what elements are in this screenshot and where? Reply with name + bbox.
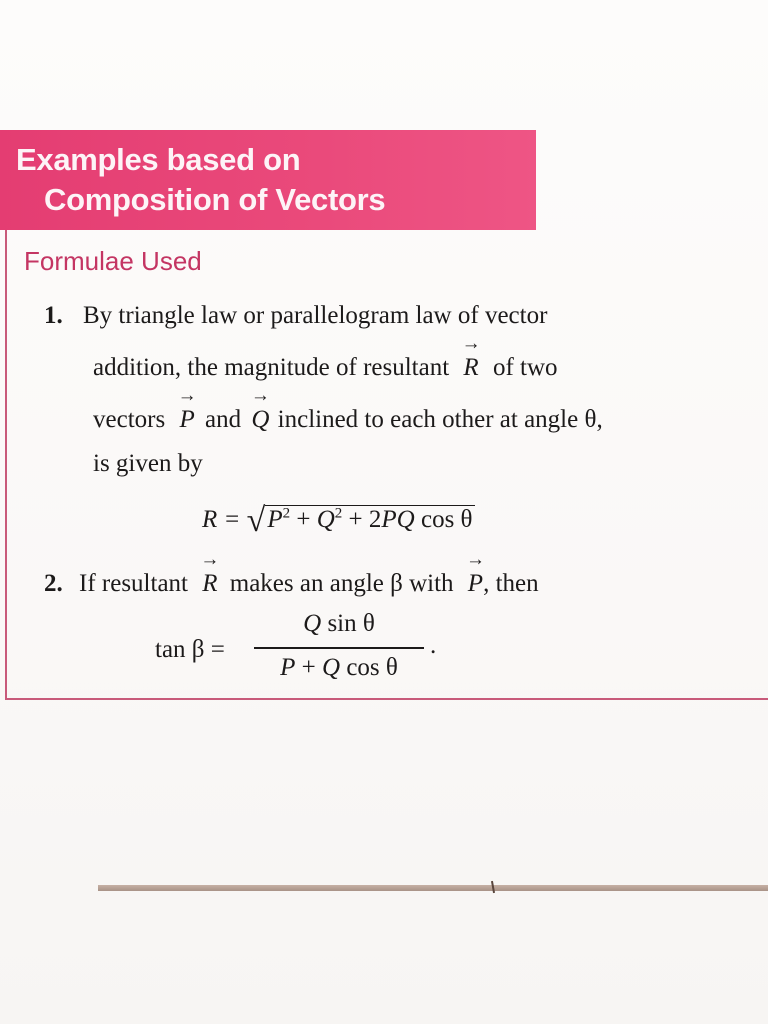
formula1-P-exp: 2 xyxy=(282,505,291,522)
vector-P: → P xyxy=(179,406,194,434)
formulae-used-heading: Formulae Used xyxy=(24,246,202,276)
item2-text-pre: If resultant xyxy=(79,570,188,597)
item1-number: 1. xyxy=(44,302,63,329)
vector-R-2: → R xyxy=(202,570,217,598)
item1-text-line2-pre: addition, the magnitude of resultant xyxy=(93,354,450,381)
vector-P-2: → P xyxy=(468,570,483,598)
frame-bottom-border xyxy=(5,698,768,700)
item2-line xyxy=(44,570,539,598)
fraction-bar xyxy=(254,647,424,649)
formula1-P: P xyxy=(267,506,283,533)
formula1-plus2: + 2 xyxy=(348,506,382,533)
item1-text-line2-post: of two xyxy=(492,354,558,381)
formula1-cos: cos θ xyxy=(420,506,473,533)
item2-number: 2. xyxy=(44,570,63,597)
formula1-PQ: PQ xyxy=(381,506,415,533)
fraction-numerator xyxy=(254,610,424,638)
resultant-magnitude-formula xyxy=(202,498,475,539)
formula2-den-plus: + xyxy=(301,654,316,681)
formula2-num-Q: Q xyxy=(303,610,322,637)
item1-line1 xyxy=(44,302,547,330)
formula1-Q-exp: 2 xyxy=(334,505,343,522)
vector-Q: → Q xyxy=(251,406,269,434)
banner-title-line1: Examples based on xyxy=(16,142,301,177)
formula2-period: . xyxy=(430,632,437,659)
banner-title-line2: Composition of Vectors xyxy=(44,182,386,217)
item1-text-line3-post: inclined to each other at angle θ, xyxy=(277,406,603,433)
formula2-den-P: P xyxy=(280,654,296,681)
item1-and: and xyxy=(204,406,242,433)
sqrt-radicand xyxy=(265,505,474,533)
formula1-Q: Q xyxy=(316,506,335,533)
formula2-lhs: tan β = xyxy=(155,636,225,663)
item2-text-post: , then xyxy=(483,570,539,597)
item1-line2 xyxy=(93,354,558,382)
formula2-num-sin: sin θ xyxy=(327,610,375,637)
item1-line4: is given by xyxy=(93,450,203,477)
formula2-den-cos: cos θ xyxy=(346,654,398,681)
formula1-plus1: + xyxy=(296,506,311,533)
page-bottom-edge xyxy=(98,885,768,891)
item1-text-line1: By triangle law or parallelogram law of vector xyxy=(83,302,548,329)
sqrt-symbol: √ xyxy=(246,502,266,539)
formula2-den-Q: Q xyxy=(322,654,341,681)
frame-left-border xyxy=(5,230,7,700)
item1-text-line3-pre: vectors xyxy=(93,406,166,433)
item1-line3 xyxy=(93,406,603,434)
section-banner xyxy=(0,130,536,230)
fraction-denominator xyxy=(254,654,424,682)
vector-R: → R xyxy=(463,354,478,382)
item2-text-mid: makes an angle β with xyxy=(229,570,454,597)
formula1-lhs: R = xyxy=(202,506,241,533)
